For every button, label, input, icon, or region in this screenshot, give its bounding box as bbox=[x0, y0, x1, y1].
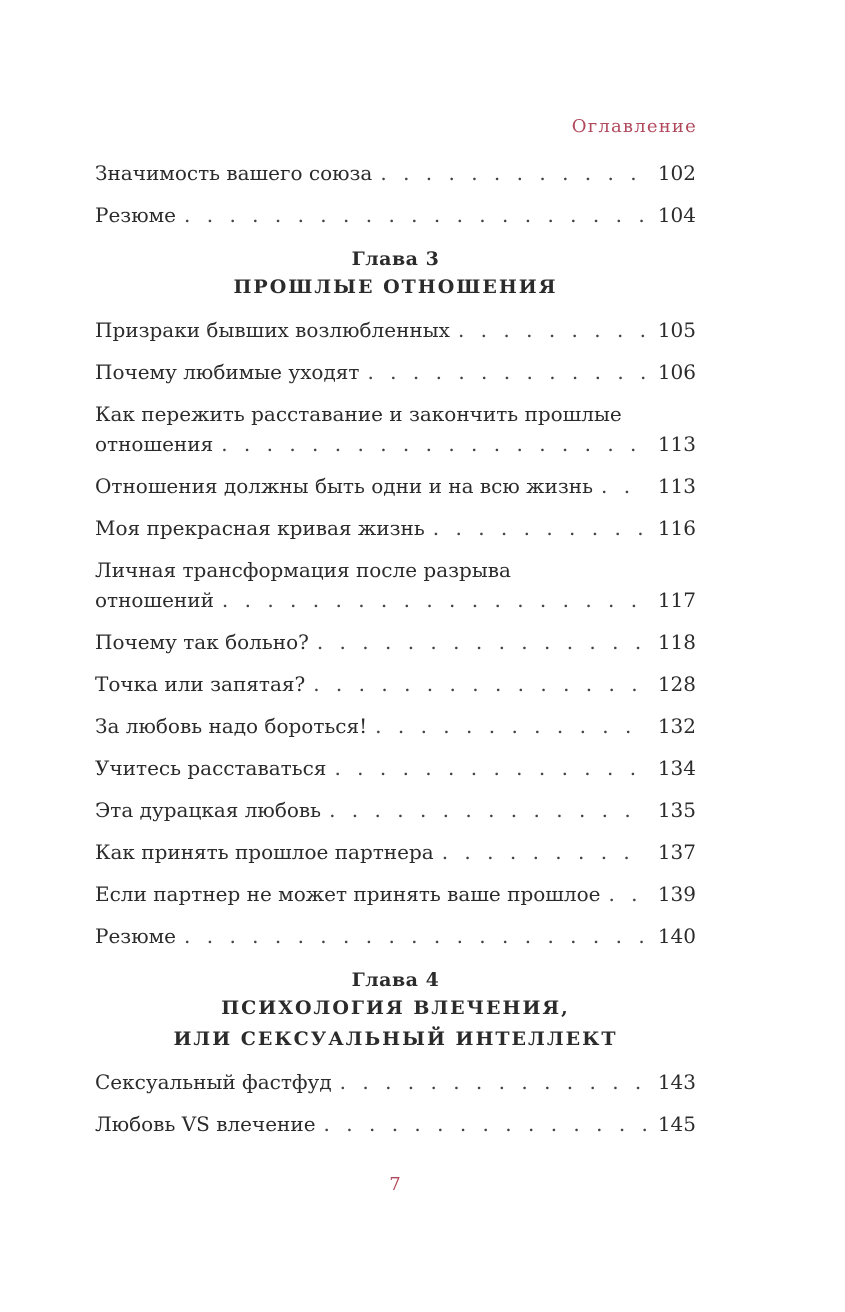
toc-entry[interactable] bbox=[95, 200, 696, 230]
dot-leader bbox=[184, 200, 646, 230]
toc-entry-title: Почему так больно? bbox=[95, 630, 309, 654]
toc-entry-title-line1: Как пережить расставание и закончить прошлые bbox=[95, 402, 622, 426]
toc-entry-page: 117 bbox=[657, 588, 696, 612]
toc-entry-page: 143 bbox=[657, 1070, 696, 1094]
toc-entry-page: 102 bbox=[657, 161, 696, 185]
toc-entry[interactable] bbox=[95, 627, 696, 657]
toc-entry-title-line1: Личная трансформация после разрыва bbox=[95, 558, 511, 582]
dot-leader bbox=[329, 795, 646, 825]
toc-entry-title: отношений bbox=[95, 588, 214, 612]
dot-leader bbox=[367, 357, 645, 387]
toc-entry-page: 113 bbox=[657, 432, 696, 456]
toc-entry[interactable] bbox=[95, 1109, 696, 1139]
toc-entry-title: Как принять прошлое партнера bbox=[95, 840, 434, 864]
toc-entry-title: Учитесь расставаться bbox=[95, 756, 327, 780]
toc-entry[interactable] bbox=[95, 399, 696, 459]
table-of-contents bbox=[95, 158, 696, 1151]
toc-entry[interactable] bbox=[95, 879, 696, 909]
dot-leader bbox=[222, 585, 646, 615]
dot-leader bbox=[380, 158, 645, 188]
chapter-4-heading bbox=[95, 967, 696, 1055]
chapter-label: Глава 4 bbox=[351, 969, 440, 991]
dot-leader bbox=[313, 669, 646, 699]
chapter-label: Глава 3 bbox=[351, 248, 440, 270]
toc-entry-title: Если партнер не может принять ваше прошлое bbox=[95, 882, 601, 906]
toc-entry-title: Отношения должны быть одни и на всю жизнь bbox=[95, 474, 593, 498]
toc-entry-page: 145 bbox=[657, 1112, 696, 1136]
dot-leader bbox=[458, 315, 646, 345]
dot-leader bbox=[221, 429, 646, 459]
toc-entry[interactable] bbox=[95, 357, 696, 387]
toc-entry-title: Резюме bbox=[95, 203, 177, 227]
toc-entry-title: Резюме bbox=[95, 924, 177, 948]
chapter-title: ПРОШЛЫЕ ОТНОШЕНИЯ bbox=[233, 276, 558, 298]
dot-leader bbox=[324, 1109, 646, 1139]
dot-leader bbox=[334, 753, 645, 783]
toc-entry[interactable] bbox=[95, 555, 696, 615]
toc-entry-page: 105 bbox=[657, 318, 696, 342]
toc-entry-page: 134 bbox=[657, 756, 696, 780]
toc-entry-title: Эта дурацкая любовь bbox=[95, 798, 322, 822]
toc-entry-page: 132 bbox=[657, 714, 696, 738]
toc-entry-page: 135 bbox=[657, 798, 696, 822]
toc-entry-title: Почему любимые уходят bbox=[95, 360, 360, 384]
toc-entry-page: 128 bbox=[657, 672, 696, 696]
toc-entry-page: 118 bbox=[657, 630, 696, 654]
toc-entry[interactable] bbox=[95, 315, 696, 345]
chapter-3-heading bbox=[95, 246, 696, 303]
toc-entry-title: Сексуальный фастфуд bbox=[95, 1070, 332, 1094]
toc-entry-page: 113 bbox=[657, 474, 696, 498]
toc-entry[interactable] bbox=[95, 1067, 696, 1097]
dot-leader bbox=[317, 627, 646, 657]
toc-entry[interactable] bbox=[95, 837, 696, 867]
dot-leader bbox=[433, 513, 646, 543]
page-number: 7 bbox=[389, 1174, 401, 1195]
toc-entry-page: 140 bbox=[657, 924, 696, 948]
toc-entry-page: 137 bbox=[657, 840, 696, 864]
toc-entry[interactable] bbox=[95, 513, 696, 543]
toc-entry-title: Точка или запятая? bbox=[95, 672, 306, 696]
toc-entry[interactable] bbox=[95, 795, 696, 825]
chapter-title-line2: ИЛИ СЕКСУАЛЬНЫЙ ИНТЕЛЛЕКТ bbox=[173, 1028, 618, 1050]
toc-entry[interactable] bbox=[95, 158, 696, 188]
toc-entry-title: отношения bbox=[95, 432, 214, 456]
dot-leader bbox=[608, 879, 645, 909]
toc-entry-page: 139 bbox=[657, 882, 696, 906]
toc-entry[interactable] bbox=[95, 471, 696, 501]
toc-entry[interactable] bbox=[95, 711, 696, 741]
toc-entry-title: Призраки бывших возлюбленных bbox=[95, 318, 450, 342]
dot-leader bbox=[442, 837, 646, 867]
toc-entry-title: Моя прекрасная кривая жизнь bbox=[95, 516, 425, 540]
chapter-title-line1: ПСИХОЛОГИЯ ВЛЕЧЕНИЯ, bbox=[221, 997, 570, 1019]
toc-entry[interactable] bbox=[95, 921, 696, 951]
toc-entry-title: Любовь VS влечение bbox=[95, 1112, 316, 1136]
running-head: Оглавление bbox=[571, 116, 697, 137]
toc-entry[interactable] bbox=[95, 753, 696, 783]
dot-leader bbox=[340, 1067, 646, 1097]
dot-leader bbox=[601, 471, 646, 501]
dot-leader bbox=[184, 921, 646, 951]
toc-entry-page: 104 bbox=[657, 203, 696, 227]
toc-entry-page: 116 bbox=[657, 516, 696, 540]
toc-entry-title: За любовь надо бороться! bbox=[95, 714, 368, 738]
toc-entry-page: 106 bbox=[657, 360, 696, 384]
toc-entry[interactable] bbox=[95, 669, 696, 699]
toc-entry-title: Значимость вашего союза bbox=[95, 161, 373, 185]
dot-leader bbox=[375, 711, 646, 741]
